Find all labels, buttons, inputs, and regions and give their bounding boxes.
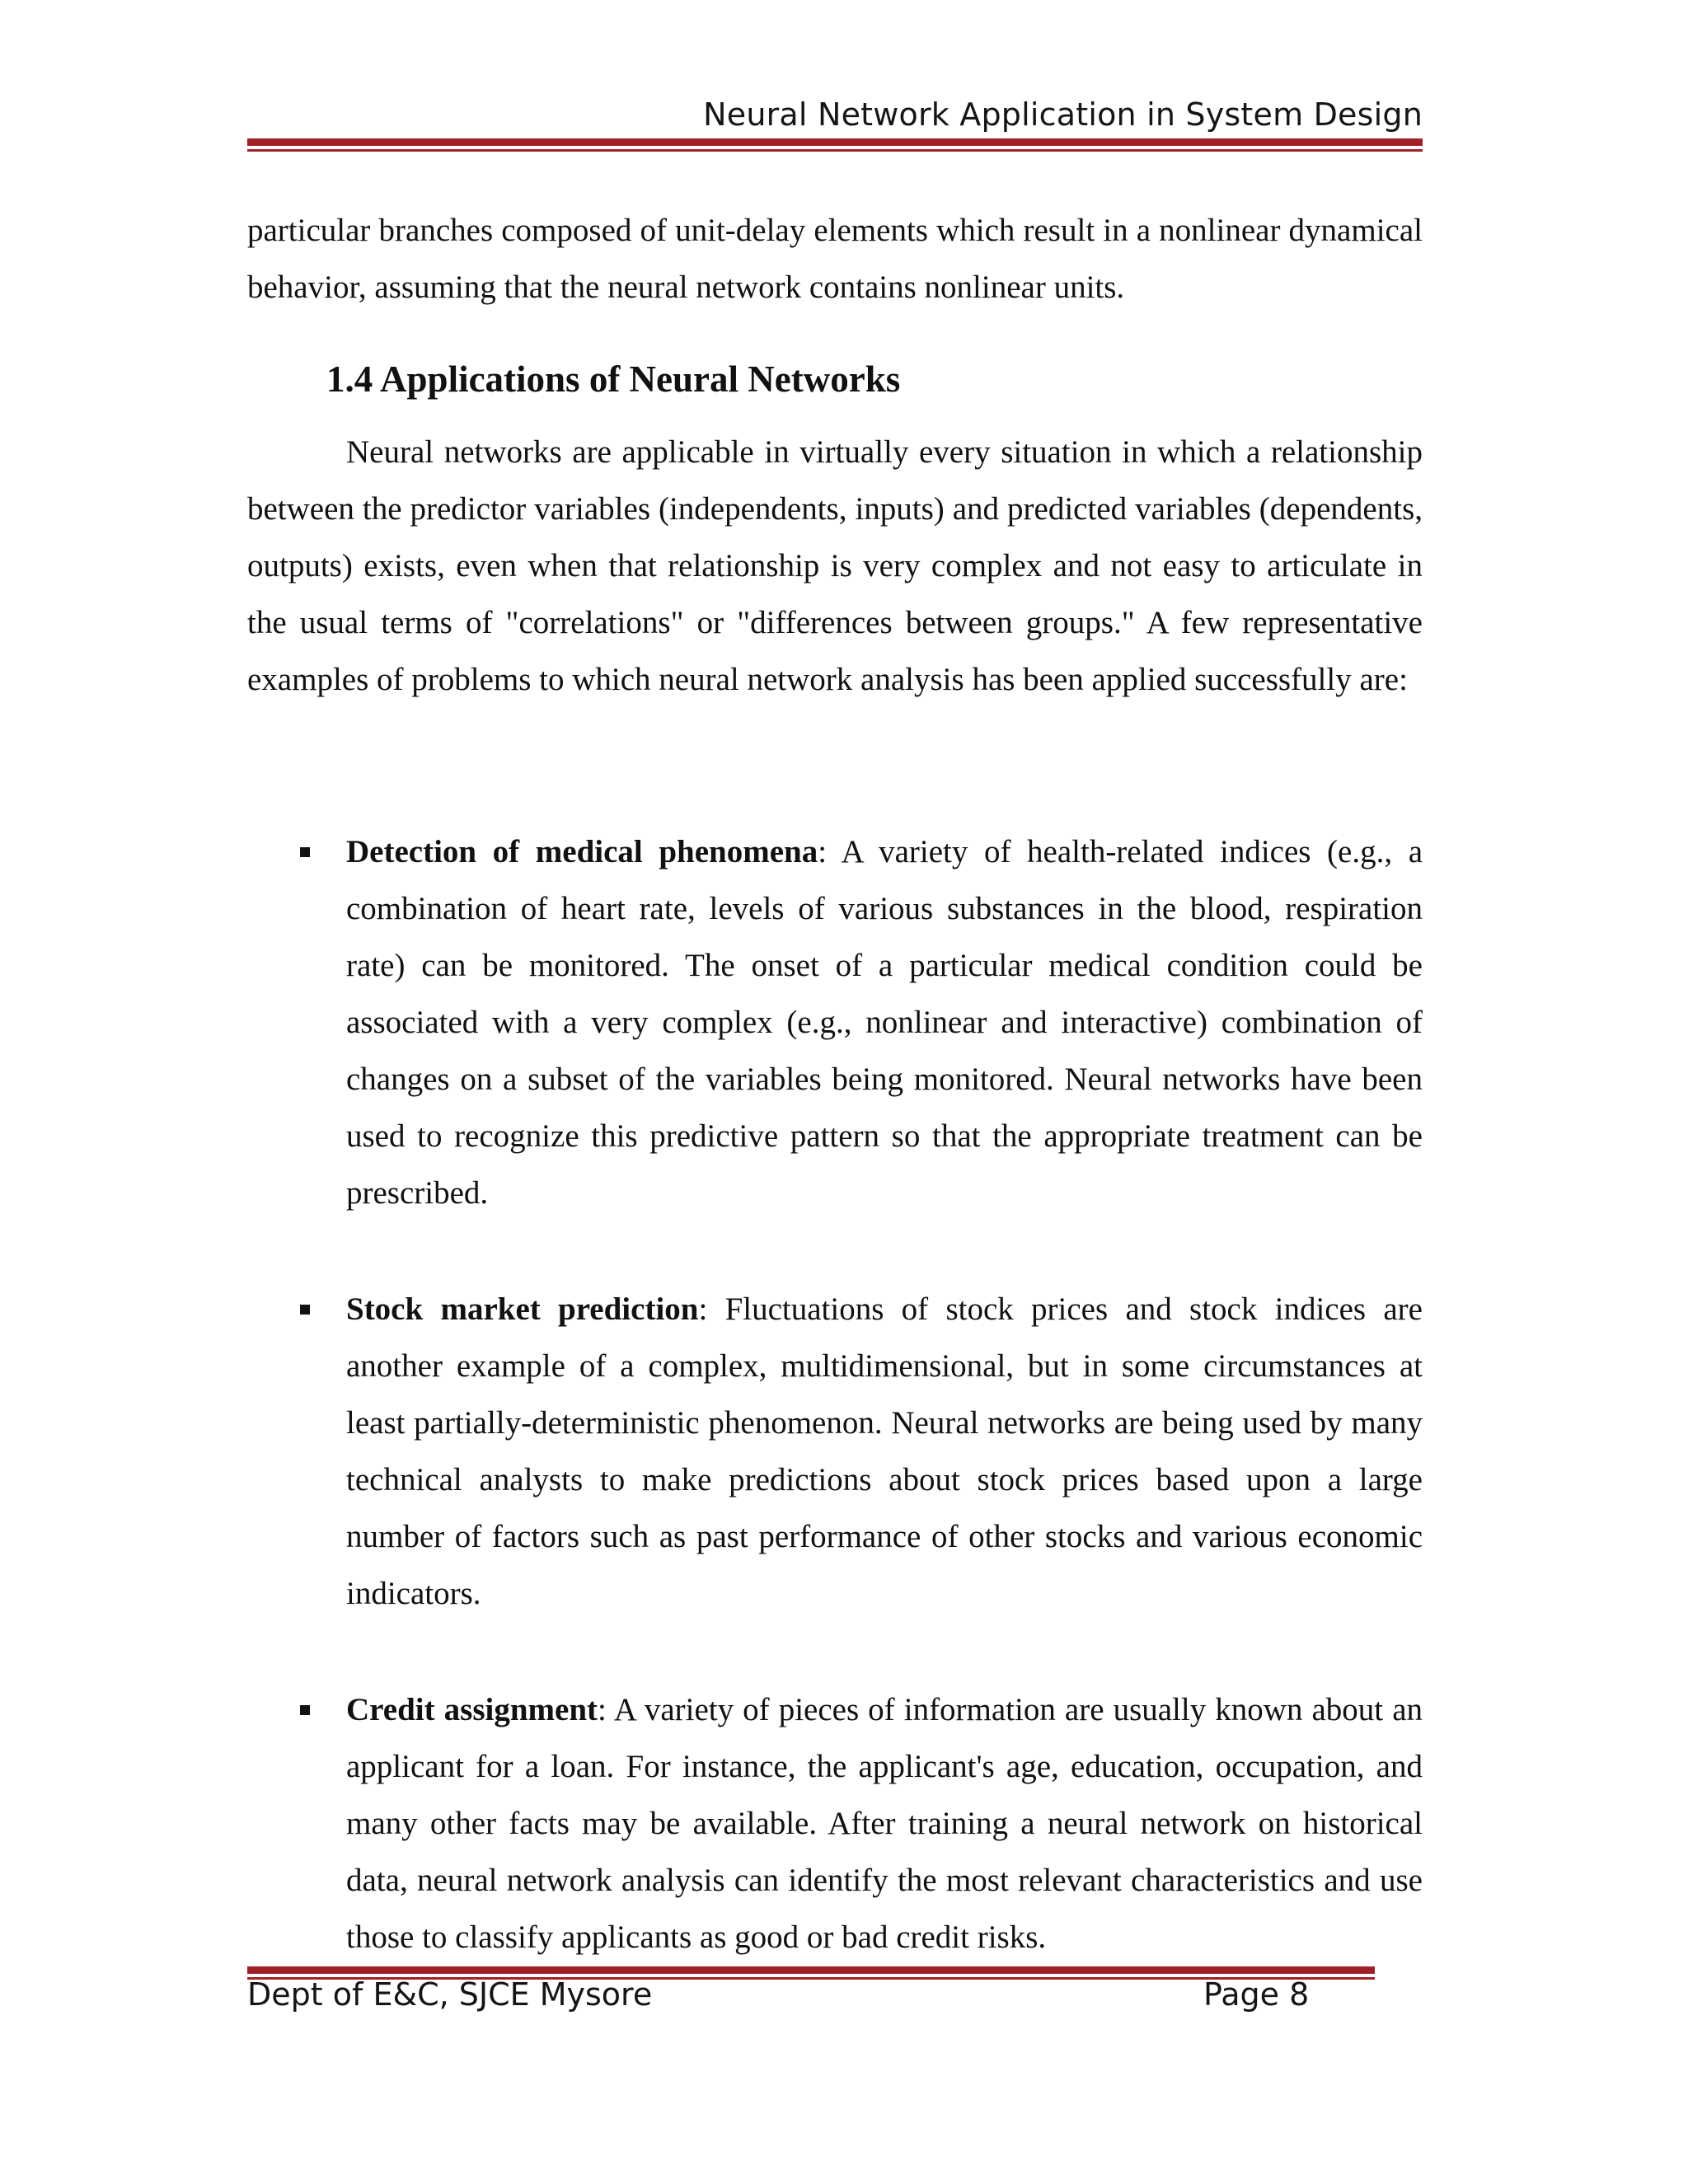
bullet-text: : Fluctuations of stock prices and stock indices are another example of a complex, multidimensional, but in some circumstances at least partially-deterministic phenomenon. Neural networks are being used by many technical analysts to make predictions about stock prices based upon a large number of factors such as past performance of other stocks and various economic indicators. (346, 1291, 1423, 1611)
bullet-term: Credit assignment (346, 1692, 598, 1727)
bullet-item-medical (346, 823, 1423, 1221)
footer-department: Dept of E&C, SJCE Mysore (247, 1976, 653, 2013)
header-rule (247, 138, 1423, 152)
section-paragraph-text: Neural networks are applicable in virtually every situation in which a relationship between the predictor variables (independents, inputs) and predicted variables (dependents, outputs) exists, even when that relationship is very complex and not easy to articulate in the usual terms of "correlations" or "differences between groups." A few representative examples of problems to which neural network analysis has been applied successfully are: (247, 434, 1423, 697)
bullet-item-credit (346, 1681, 1423, 1966)
section-heading: 1.4 Applications of Neural Networks (326, 359, 901, 400)
section-paragraph (247, 424, 1423, 708)
intro-paragraph: particular branches composed of unit-delay elements which result in a nonlinear dynamical behavior, assuming that the neural network contains nonlinear units. (247, 213, 1423, 305)
bullet-square-icon (300, 1305, 310, 1315)
running-header: Neural Network Application in System Design (703, 96, 1423, 133)
bullet-term: Stock market prediction (346, 1291, 699, 1327)
bullet-term: Detection of medical phenomena (346, 834, 818, 869)
bullet-square-icon (300, 847, 310, 857)
footer-rule-thick (247, 1966, 1375, 1974)
bullet-item-stock (346, 1281, 1423, 1622)
footer-page-number: Page 8 (1203, 1976, 1310, 2013)
bullet-square-icon (300, 1705, 310, 1715)
bullet-text: : A variety of health-related indices (e.g., a combination of heart rate, levels of various substances in the blood, respiration rate) can be monitored. The onset of a particular medical condition could be associated with a very complex (e.g., nonlinear and interactive) combination of changes on a subset of the variables being monitored. Neural networks have been used to recognize this predictive pattern so that the appropriate treatment can be prescribed. (346, 834, 1423, 1211)
header-rule-thick (247, 138, 1423, 146)
header-rule-thin (247, 149, 1423, 152)
bullet-text: : A variety of pieces of information are usually known about an applicant for a loan. For instance, the applicant's age, education, occupation, and many other facts may be available. After training a neural network on historical data, neural network analysis can identify the most relevant characteristics and use those to classify applicants as good or bad credit risks. (346, 1692, 1423, 1955)
